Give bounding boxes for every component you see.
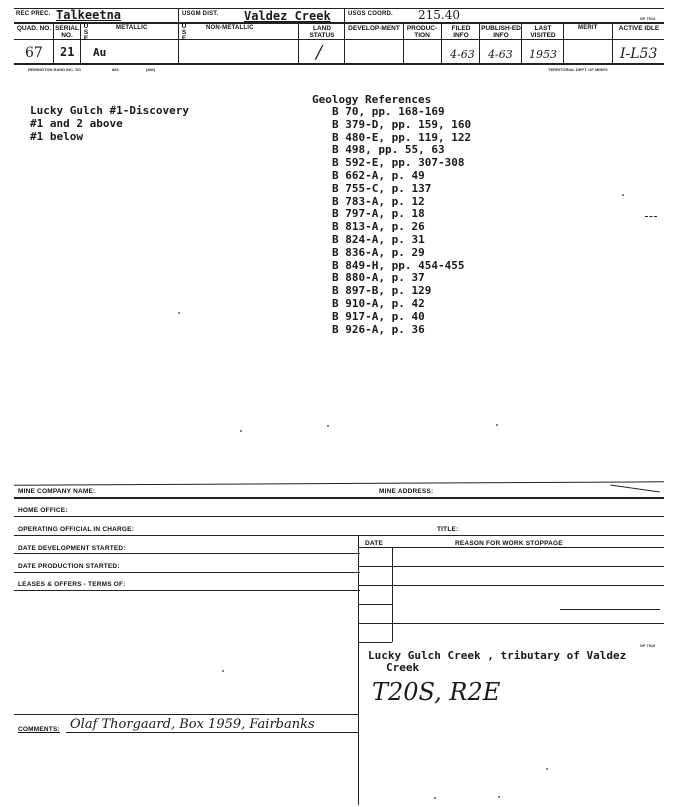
stray-mark <box>622 194 624 196</box>
col-nonmetallic-use: U S E <box>181 23 187 42</box>
geology-reference-item: B 498, pp. 55, 63 <box>332 143 445 157</box>
geology-reference-item: B 379-D, pp. 159, 160 <box>332 117 472 131</box>
col-serial-no: SERIAL NO. <box>55 25 79 39</box>
value-metallic: Au <box>93 46 107 59</box>
value-quad-no: 67 <box>25 45 43 61</box>
form-number-bottom: SP 7915 <box>640 643 656 648</box>
geology-reference-item: B 783-A, p. 12 <box>332 194 425 208</box>
geology-reference-item: B 836-A, p. 29 <box>332 245 425 259</box>
stray-mark <box>222 670 224 672</box>
stray-mark <box>178 312 180 314</box>
date-development-label: DATE DEVELOPMENT STARTED: <box>18 545 126 552</box>
geology-reference-item: B 849-H, pp. 454-455 <box>332 258 465 272</box>
township-range: T20S, R2E <box>372 678 501 706</box>
usgs-coord-label: USGS COORD. <box>348 11 393 17</box>
col-quad-no: QUAD. NO. <box>16 25 52 32</box>
geology-reference-item: B 480-E, pp. 119, 122 <box>332 130 472 144</box>
stray-mark <box>498 796 500 798</box>
geology-reference-item: B 897-B, p. 129 <box>332 284 432 298</box>
value-last-visited: 1953 <box>529 48 557 61</box>
col-land-status: LAND STATUS <box>309 25 335 39</box>
geology-reference-list <box>332 106 471 336</box>
usgs-coord-value: 215.40 <box>418 8 460 22</box>
printer-credit: REMINGTON RAND INC. SO <box>28 67 82 72</box>
col-development: DEVELOP-MENT <box>348 25 400 32</box>
reason-stoppage-label: REASON FOR WORK STOPPAGE <box>455 540 563 547</box>
col-active-idle: ACTIVE IDLE <box>618 25 660 32</box>
printer-code: 882 <box>112 67 119 72</box>
date-label: DATE <box>365 540 384 547</box>
geology-reference-item: B 917-A, p. 40 <box>332 309 425 323</box>
geology-reference-item: B 662-A, p. 49 <box>332 168 425 182</box>
col-non-metallic: NON-METALLIC <box>206 25 254 31</box>
value-land-status: / <box>316 42 323 63</box>
col-metallic: METALLIC <box>116 25 148 31</box>
geology-reference-item: B 813-A, p. 26 <box>332 220 425 234</box>
col-production: PRODUC-TION <box>406 25 438 39</box>
geology-reference-item: B 592-E, pp. 307-308 <box>332 156 465 170</box>
mine-address-label: MINE ADDRESS: <box>379 488 434 495</box>
col-last-visited: LAST VISITED <box>530 25 556 39</box>
geology-references-title: Geology References <box>312 93 432 106</box>
value-active-idle: I-L53 <box>620 46 658 62</box>
rec-prec-value: Talkeetna <box>56 8 122 22</box>
printer-code-2: (882) <box>146 67 156 72</box>
geology-reference-item: B 880-A, p. 37 <box>332 271 425 285</box>
usgs-dist-value: Valdez Creek <box>244 9 331 23</box>
col-published-info: PUBLISH-ED INFO <box>481 25 521 39</box>
rec-prec-label: REC PREC. <box>16 11 51 17</box>
stray-mark <box>496 424 498 426</box>
col-merit: MERIT <box>578 25 598 31</box>
comments-value: Olaf Thorgaard, Box 1959, Fairbanks <box>70 717 315 732</box>
col-metallic-use: U S E <box>83 23 89 42</box>
home-office-label: HOME OFFICE: <box>18 507 68 514</box>
stray-mark <box>240 430 242 432</box>
department-name: TERRITORIAL DEPT. OF MINES <box>548 67 608 72</box>
mine-company-name-label: MINE COMPANY NAME: <box>18 488 96 495</box>
geology-reference-item: B 926-A, p. 36 <box>332 322 425 336</box>
leases-offers-label: LEASES & OFFERS - TERMS OF: <box>18 581 126 588</box>
value-serial-no: 21 <box>60 45 75 59</box>
value-published-info: 4-63 <box>488 48 513 61</box>
note-line-2: #1 and 2 above <box>30 117 123 130</box>
stray-dash <box>645 216 657 217</box>
geology-reference-item: B 755-C, p. 137 <box>332 181 432 195</box>
title-label: TITLE: <box>437 526 459 533</box>
stray-mark <box>434 797 436 799</box>
location-line-2: Creek <box>386 661 420 674</box>
usgs-dist-label: USGM DIST. <box>182 11 219 17</box>
stray-mark <box>546 768 548 770</box>
form-number-top: SP 7914 <box>640 16 656 21</box>
date-production-label: DATE PRODUCTION STARTED: <box>18 563 120 570</box>
comments-label: COMMENTS: <box>18 726 60 733</box>
address-pen-stroke <box>610 485 660 493</box>
stray-mark <box>327 425 329 427</box>
geology-reference-item: B 910-A, p. 42 <box>332 296 425 310</box>
operating-official-label: OPERATING OFFICIAL IN CHARGE: <box>18 526 135 533</box>
note-line-3: #1 below <box>30 130 83 143</box>
geology-reference-item: B 70, pp. 168-169 <box>332 105 445 118</box>
geology-reference-item: B 797-A, p. 18 <box>332 207 425 221</box>
value-filed-info: 4-63 <box>450 48 475 61</box>
location-line-1: Lucky Gulch Creek , tributary of Valdez <box>368 649 627 662</box>
col-filed-info: FILED INFO <box>451 25 471 39</box>
note-line-1: Lucky Gulch #1-Discovery <box>30 104 189 117</box>
geology-reference-item: B 824-A, p. 31 <box>332 232 425 246</box>
